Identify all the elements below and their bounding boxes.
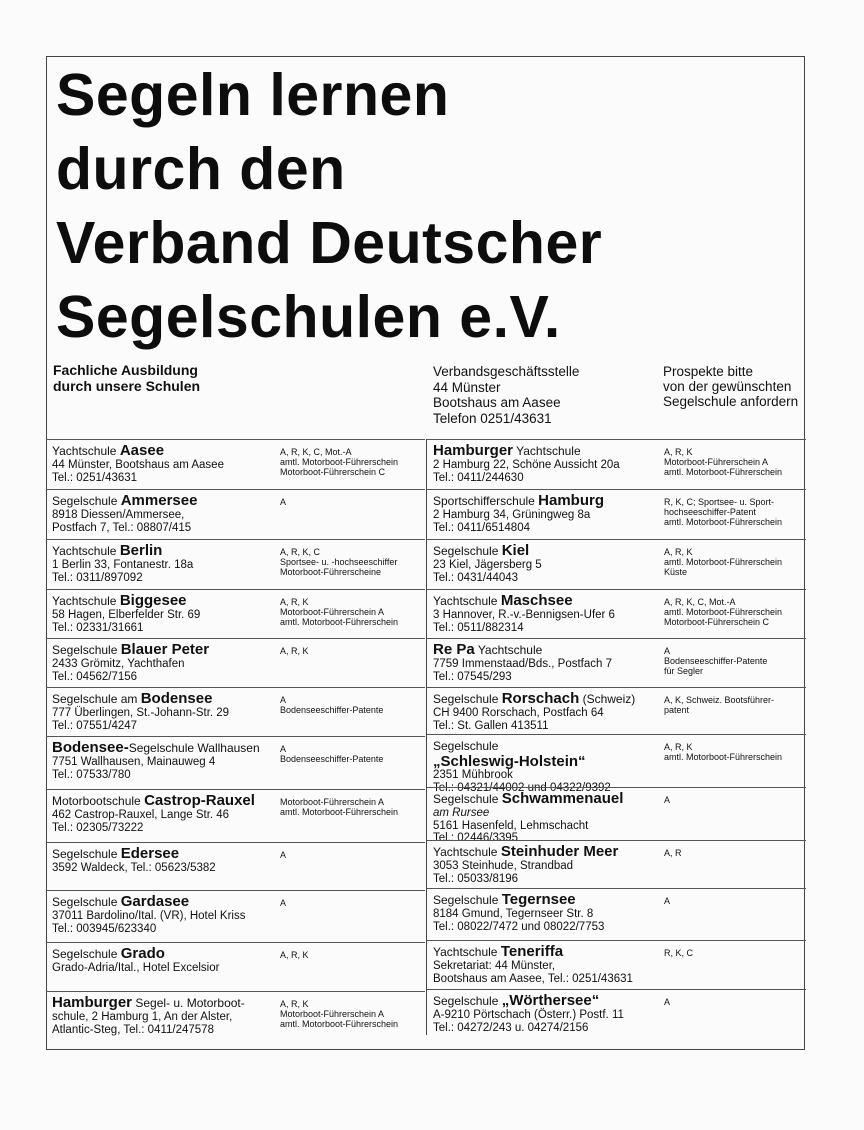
intro-line: Verbandsgeschäftsstelle bbox=[433, 364, 580, 379]
school-prefix: Segelschule bbox=[52, 895, 121, 909]
school-detail-line: Grado-Adria/Ital., Hotel Excelsior bbox=[52, 962, 220, 974]
school-detail-line: 5161 Hasenfeld, Lehmschacht bbox=[433, 819, 589, 832]
school-qualifications bbox=[664, 547, 782, 577]
intro-line: Bootshaus am Aasee bbox=[433, 395, 561, 410]
school-qualifications bbox=[280, 497, 286, 507]
school-heading bbox=[52, 894, 280, 910]
school-text bbox=[433, 944, 665, 985]
school-qualifications bbox=[280, 797, 398, 817]
qualification-line: Bodenseeschiffer-Patente bbox=[280, 705, 384, 715]
school-prefix: Segelschule bbox=[52, 494, 121, 508]
title-line: Segeln lernen bbox=[56, 62, 450, 128]
school-detail-line: CH 9400 Rorschach, Postfach 64 bbox=[433, 707, 604, 719]
qualification-line: amtl. Motorboot-Führerschein bbox=[280, 1019, 399, 1029]
school-detail-line: Tel.: 02331/31661 bbox=[52, 621, 144, 634]
school-suffix: Yachtschule bbox=[474, 643, 543, 657]
school-name: Hamburg bbox=[538, 492, 605, 509]
school-qualifications bbox=[664, 646, 767, 676]
school-qualifications bbox=[280, 744, 383, 764]
school-detail-line: 3592 Waldeck, Tel.: 05623/5382 bbox=[52, 862, 216, 874]
qualification-line: amtl. Motorboot-Führerschein bbox=[280, 617, 399, 627]
school-heading bbox=[433, 443, 665, 459]
school-text bbox=[433, 443, 665, 484]
intro-training bbox=[53, 362, 200, 394]
school-heading bbox=[433, 944, 665, 960]
school-text bbox=[433, 691, 665, 732]
school-entry bbox=[46, 489, 425, 539]
school-entry bbox=[46, 439, 425, 489]
school-detail-line: 44 Münster, Bootshaus am Aasee bbox=[52, 459, 224, 471]
school-detail-line: Postfach 7, Tel.: 08807/415 bbox=[52, 521, 192, 534]
school-name: Berlin bbox=[119, 542, 163, 559]
school-heading bbox=[433, 844, 665, 860]
school-detail-line: Tel.: 04272/243 u. 04274/2156 bbox=[433, 1021, 589, 1034]
qualification-line: A, R, K bbox=[280, 646, 309, 656]
qualification-line: A, K, Schweiz. Bootsführer- bbox=[664, 695, 775, 705]
school-detail-line: 777 Überlingen, St.-Johann-Str. 29 bbox=[52, 707, 230, 719]
school-entry bbox=[46, 638, 425, 687]
school-heading bbox=[52, 793, 280, 809]
qualification-line: Motorboot-Führerschein C bbox=[664, 617, 770, 627]
school-detail-line: Tel.: 07545/293 bbox=[433, 670, 512, 683]
qualification-line: R, K, C; Sportsee- u. Sport- bbox=[664, 497, 775, 507]
school-prefix: Segelschule bbox=[433, 544, 502, 558]
school-heading bbox=[52, 995, 280, 1011]
school-qualifications bbox=[664, 497, 782, 527]
school-text bbox=[52, 691, 280, 732]
school-qualifications bbox=[664, 597, 782, 627]
school-heading bbox=[433, 543, 665, 559]
school-detail-line: 3053 Steinhude, Strandbad bbox=[433, 860, 574, 872]
school-detail-line: 37011 Bardolino/Ital. (VR), Hotel Kriss bbox=[52, 910, 246, 922]
qualification-line: A, R, K, C, Mot.-A bbox=[664, 597, 736, 607]
qualification-line: amtl. Motorboot-Führerschein bbox=[664, 557, 783, 567]
qualification-line: amtl. Motorboot-Führerschein bbox=[664, 517, 783, 527]
school-qualifications bbox=[664, 948, 693, 958]
school-heading bbox=[52, 740, 280, 756]
school-heading bbox=[52, 543, 280, 559]
school-text bbox=[52, 493, 280, 534]
school-text bbox=[52, 846, 280, 875]
school-detail-line: Tel.: 04562/7156 bbox=[52, 670, 138, 683]
school-entry bbox=[427, 439, 806, 489]
school-prefix: Yachtschule bbox=[433, 845, 501, 859]
school-suffix: Segel- u. Motorboot- bbox=[132, 996, 245, 1010]
school-heading bbox=[52, 846, 280, 862]
title-line: durch den bbox=[56, 136, 346, 202]
qualification-line: Bodenseeschiffer-Patente bbox=[280, 754, 384, 764]
school-name: Castrop-Rauxel bbox=[144, 792, 255, 809]
qualification-line: A, R, K bbox=[664, 547, 693, 557]
qualification-line: amtl. Motorboot-Führerschein bbox=[280, 457, 399, 467]
school-qualifications bbox=[280, 999, 398, 1029]
school-qualifications bbox=[664, 896, 670, 906]
school-heading bbox=[52, 493, 280, 509]
school-text bbox=[52, 593, 280, 634]
qualification-line: für Segler bbox=[664, 666, 704, 676]
school-prefix: Segelschule bbox=[52, 643, 121, 657]
school-name: Tegernsee bbox=[501, 891, 576, 908]
school-heading bbox=[52, 691, 280, 707]
school-name: Teneriffa bbox=[500, 943, 564, 960]
school-text bbox=[433, 844, 665, 885]
school-detail-line: Bootshaus am Aasee, Tel.: 0251/43631 bbox=[433, 972, 633, 985]
qualification-line: Motorboot-Führerschein A bbox=[280, 607, 385, 617]
school-heading bbox=[433, 791, 665, 807]
school-entry bbox=[46, 890, 425, 942]
title-line: Segelschulen e.V. bbox=[56, 284, 561, 350]
qualification-line: A, R, K bbox=[280, 597, 309, 607]
school-name: Maschsee bbox=[500, 592, 573, 609]
school-detail-line: 2 Hamburg 34, Grüningweg 8a bbox=[433, 509, 591, 521]
school-text bbox=[433, 892, 665, 933]
school-name: Grado bbox=[120, 945, 165, 962]
school-name: Gardasee bbox=[120, 893, 190, 910]
school-name: Ammersee bbox=[120, 492, 198, 509]
school-text bbox=[52, 894, 280, 935]
school-name: Hamburger bbox=[52, 994, 133, 1011]
school-prefix: Segelschule bbox=[52, 847, 121, 861]
school-text bbox=[433, 593, 665, 634]
qualification-line: A, R, K bbox=[664, 447, 693, 457]
school-detail-line: 23 Kiel, Jägersberg 5 bbox=[433, 559, 542, 571]
school-name: Kiel bbox=[501, 542, 530, 559]
school-heading bbox=[433, 738, 665, 754]
school-qualifications bbox=[664, 848, 682, 858]
qualification-line: A, R, K bbox=[664, 742, 693, 752]
qualification-line: A, R, K bbox=[280, 950, 309, 960]
school-prefix: Segelschule bbox=[433, 792, 502, 806]
school-list-left bbox=[46, 439, 425, 1040]
school-entry bbox=[46, 736, 425, 789]
qualification-line: A, R, K, C, Mot.-A bbox=[280, 447, 352, 457]
school-prefix: Segelschule bbox=[433, 739, 499, 753]
school-name: Biggesee bbox=[119, 592, 187, 609]
qualification-line: A, R, K bbox=[280, 999, 309, 1009]
school-prefix: Yachtschule bbox=[52, 594, 120, 608]
school-entry bbox=[427, 840, 806, 888]
school-entry bbox=[427, 940, 806, 989]
school-name: Bodensee bbox=[140, 690, 213, 707]
intro-line: 44 Münster bbox=[433, 379, 501, 395]
qualification-line: A bbox=[664, 896, 671, 906]
school-text bbox=[433, 642, 665, 683]
qualification-line: Bodenseeschiffer-Patente bbox=[664, 656, 768, 666]
school-entry bbox=[427, 638, 806, 687]
school-detail-line: 7759 Immenstaad/Bds., Postfach 7 bbox=[433, 658, 612, 670]
school-detail-line: Sekretariat: 44 Münster, bbox=[433, 960, 556, 972]
qualification-line: Motorboot-Führerscheine bbox=[280, 567, 382, 577]
school-entry bbox=[46, 942, 425, 991]
school-text bbox=[52, 443, 280, 484]
qualification-line: A bbox=[280, 744, 287, 754]
school-prefix: Segelschule bbox=[52, 947, 121, 961]
school-entry bbox=[46, 842, 425, 890]
school-qualifications bbox=[664, 695, 774, 715]
school-qualifications bbox=[280, 850, 286, 860]
school-name: Edersee bbox=[120, 845, 180, 862]
school-text bbox=[52, 740, 280, 781]
intro-line: Telefon 0251/43631 bbox=[433, 410, 552, 426]
school-heading bbox=[52, 443, 280, 459]
qualification-line: Motorboot-Führerschein C bbox=[280, 467, 386, 477]
school-name: Aasee bbox=[119, 442, 165, 459]
school-detail-line: Tel.: 05033/8196 bbox=[433, 872, 519, 885]
school-name: Steinhuder Meer bbox=[500, 843, 619, 860]
school-heading bbox=[433, 593, 665, 609]
school-detail-line: 7751 Wallhausen, Mainauweg 4 bbox=[52, 756, 216, 768]
intro-brochure-note bbox=[663, 364, 798, 409]
school-qualifications bbox=[664, 997, 670, 1007]
school-detail-line: Tel.: 08022/7472 und 08022/7753 bbox=[433, 920, 605, 933]
school-detail-line: 8918 Diessen/Ammersee, bbox=[52, 509, 185, 521]
school-entry bbox=[46, 789, 425, 842]
school-entry bbox=[46, 687, 425, 736]
school-entry bbox=[427, 888, 806, 940]
qualification-line: amtl. Motorboot-Führerschein bbox=[280, 807, 399, 817]
intro-line: Segelschule anfordern bbox=[663, 394, 799, 409]
school-text bbox=[52, 642, 280, 683]
school-detail-line: Tel.: 0311/897092 bbox=[52, 571, 143, 584]
school-entry bbox=[427, 589, 806, 638]
school-suffix: Yachtschule bbox=[513, 444, 581, 458]
qualification-line: A bbox=[280, 850, 287, 860]
school-prefix: Segelschule am bbox=[52, 692, 141, 706]
school-heading bbox=[52, 593, 280, 609]
school-suffix: Segelschule Wallhausen bbox=[128, 741, 260, 755]
qualification-line: A bbox=[664, 795, 671, 805]
school-detail-line: Tel.: 0411/6514804 bbox=[433, 521, 530, 534]
school-detail-line: 2351 Mühbrook bbox=[433, 769, 513, 781]
school-text bbox=[433, 791, 665, 845]
school-entry bbox=[427, 687, 806, 734]
school-name: „Wörthersee“ bbox=[501, 992, 600, 1009]
qualification-line: Motorboot-Führerschein A bbox=[280, 797, 385, 807]
school-name: Re Pa bbox=[433, 641, 475, 658]
school-detail-line: Tel.: 02305/73222 bbox=[52, 821, 144, 834]
school-heading bbox=[433, 493, 665, 509]
school-detail-line: 2433 Grömitz, Yachthafen bbox=[52, 658, 185, 670]
school-entry bbox=[427, 539, 806, 589]
school-entry bbox=[427, 734, 806, 794]
qualification-line: patent bbox=[664, 705, 690, 715]
school-name: Schwammenauel bbox=[501, 790, 624, 807]
school-qualifications bbox=[280, 597, 398, 627]
school-detail-line: 462 Castrop-Rauxel, Lange Str. 46 bbox=[52, 809, 230, 821]
qualification-line: A bbox=[280, 695, 287, 705]
school-detail-line: A-9210 Pörtschach (Österr.) Postf. 11 bbox=[433, 1009, 624, 1021]
school-entry bbox=[427, 787, 806, 844]
school-qualifications bbox=[664, 742, 782, 762]
school-heading bbox=[52, 946, 280, 962]
school-heading bbox=[52, 642, 280, 658]
school-detail-line: schule, 2 Hamburg 1, An der Alster, bbox=[52, 1011, 233, 1023]
qualification-line: Motorboot-Führerschein A bbox=[664, 457, 769, 467]
intro-line: Fachliche Ausbildung bbox=[53, 362, 198, 378]
qualification-line: A, R bbox=[664, 848, 682, 858]
school-qualifications bbox=[280, 547, 397, 577]
school-prefix: Segelschule bbox=[433, 893, 502, 907]
intro-office-address bbox=[433, 364, 579, 426]
title-line: Verband Deutscher bbox=[56, 210, 603, 276]
school-detail-line: 3 Hannover, R.-v.-Bennigsen-Ufer 6 bbox=[433, 609, 615, 621]
qualification-line: Motorboot-Führerschein A bbox=[280, 1009, 385, 1019]
school-heading bbox=[433, 892, 665, 908]
school-heading bbox=[433, 993, 665, 1009]
school-text bbox=[52, 793, 280, 834]
school-text bbox=[52, 543, 280, 584]
qualification-line: Sportsee- u. -hochseeschiffer bbox=[280, 557, 398, 567]
school-detail-line: Atlantic-Steg, Tel.: 0411/247578 bbox=[52, 1023, 214, 1036]
school-detail-line: Tel.: 0511/882314 bbox=[433, 621, 524, 634]
school-prefix: Yachtschule bbox=[52, 544, 120, 558]
intro-line: durch unsere Schulen bbox=[53, 378, 201, 394]
school-text bbox=[433, 738, 665, 794]
school-detail-line: 58 Hagen, Elberfelder Str. 69 bbox=[52, 609, 201, 621]
school-detail-line: Tel.: 04321/44002 und 04322/9392 bbox=[433, 781, 611, 794]
qualification-line: amtl. Motorboot-Führerschein bbox=[664, 467, 783, 477]
school-qualifications bbox=[280, 950, 309, 960]
qualification-line: A, R, K, C bbox=[280, 547, 321, 557]
school-detail-line: am Rursee bbox=[433, 807, 490, 819]
school-qualifications bbox=[280, 646, 309, 656]
school-detail-line: Tel.: 0251/43631 bbox=[52, 471, 138, 484]
school-text bbox=[433, 993, 665, 1034]
qualification-line: A bbox=[664, 997, 671, 1007]
school-detail-line: 1 Berlin 33, Fontanestr. 18a bbox=[52, 559, 194, 571]
school-entry bbox=[46, 589, 425, 638]
school-entry bbox=[427, 489, 806, 539]
school-entry bbox=[46, 539, 425, 589]
school-text bbox=[52, 995, 280, 1036]
school-name: Blauer Peter bbox=[120, 641, 210, 658]
school-detail-line: Tel.: 0411/244630 bbox=[433, 471, 524, 484]
school-name: Hamburger bbox=[433, 442, 514, 459]
school-prefix: Sportschifferschule bbox=[433, 494, 539, 508]
school-qualifications bbox=[664, 447, 782, 477]
school-heading bbox=[433, 691, 665, 707]
school-detail-line: Tel.: 07533/780 bbox=[52, 768, 131, 781]
school-prefix: Segelschule bbox=[433, 692, 502, 706]
intro-line: von der gewünschten bbox=[663, 379, 792, 394]
school-qualifications bbox=[280, 447, 398, 477]
school-prefix: Yachtschule bbox=[52, 444, 120, 458]
school-name: Rorschach bbox=[501, 690, 580, 707]
school-text bbox=[433, 493, 665, 534]
qualification-line: R, K, C bbox=[664, 948, 694, 958]
school-heading bbox=[433, 642, 665, 658]
school-qualifications bbox=[664, 795, 670, 805]
school-detail-line: 2 Hamburg 22, Schöne Aussicht 20a bbox=[433, 459, 620, 471]
school-list-right bbox=[426, 439, 806, 1035]
school-detail-line: Tel.: St. Gallen 413511 bbox=[433, 719, 549, 732]
qualification-line: amtl. Motorboot-Führerschein bbox=[664, 607, 783, 617]
school-text bbox=[433, 543, 665, 584]
school-detail-line: Tel.: 02446/3395 bbox=[433, 832, 519, 844]
school-name: Bodensee- bbox=[52, 739, 129, 756]
school-text bbox=[52, 946, 280, 975]
school-prefix: Yachtschule bbox=[433, 594, 501, 608]
school-prefix: Segelschule bbox=[433, 994, 502, 1008]
school-detail-line: Tel.: 07551/4247 bbox=[52, 719, 138, 732]
qualification-line: A bbox=[280, 898, 287, 908]
school-prefix: Motorbootschule bbox=[52, 794, 145, 808]
intro-line: Prospekte bitte bbox=[663, 364, 754, 379]
school-entry bbox=[46, 991, 425, 1040]
school-suffix: (Schweiz) bbox=[579, 692, 636, 706]
school-qualifications bbox=[280, 898, 286, 908]
school-detail-line: 8184 Gmund, Tegernseer Str. 8 bbox=[433, 908, 594, 920]
school-qualifications bbox=[280, 695, 383, 715]
qualification-line: hochseeschiffer-Patent bbox=[664, 507, 756, 517]
qualification-line: A bbox=[280, 497, 287, 507]
qualification-line: A bbox=[664, 646, 671, 656]
qualification-line: amtl. Motorboot-Führerschein bbox=[664, 752, 783, 762]
school-detail-line: „Schleswig-Holstein“ bbox=[433, 753, 586, 770]
qualification-line: Küste bbox=[664, 567, 688, 577]
school-detail-line: Tel.: 0431/44043 bbox=[433, 571, 519, 584]
school-prefix: Yachtschule bbox=[433, 945, 501, 959]
school-entry bbox=[427, 989, 806, 1035]
school-detail-line: Tel.: 003945/623340 bbox=[52, 922, 157, 935]
page-title bbox=[56, 58, 602, 354]
